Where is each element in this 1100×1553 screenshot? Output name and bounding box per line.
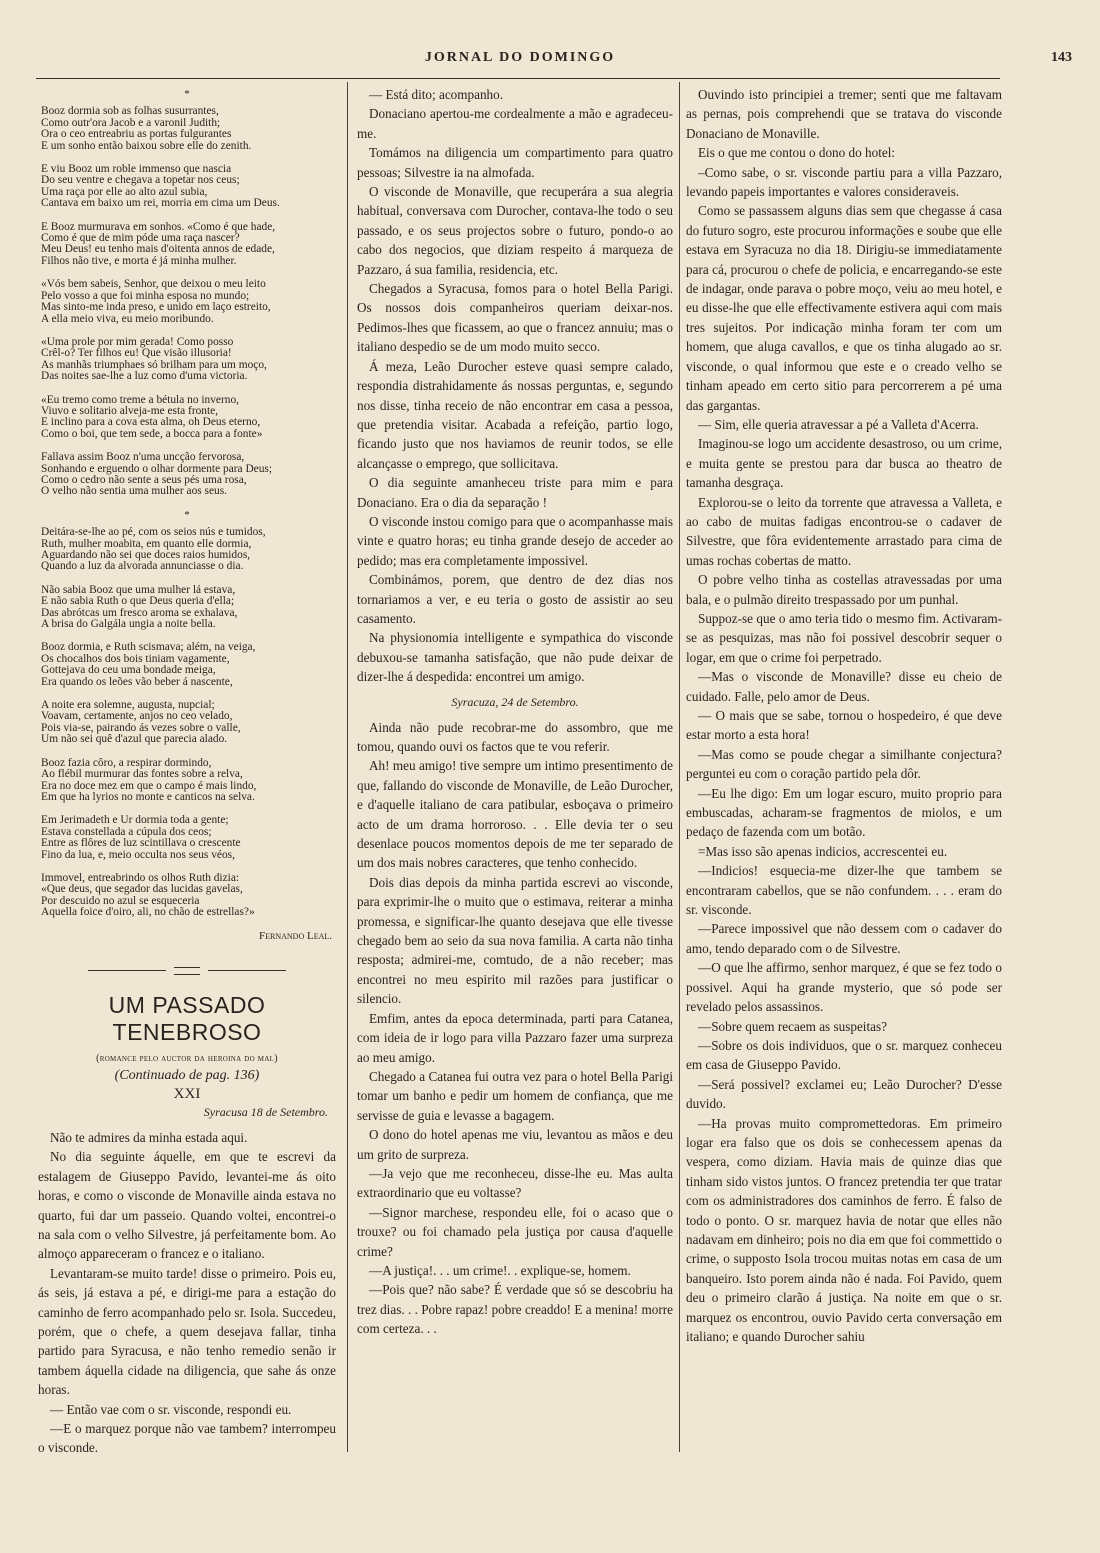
continued-note: (Continuado de pag. 136) [114, 1067, 260, 1083]
chapter-number: XXI [173, 1085, 201, 1102]
paragraph: O visconde instou comigo para que o acompanhasse mais vinte e quatro horas; eu tinha grande desejo de acceder ao pedido; mas era completamente impossivel. [357, 513, 673, 568]
poem-stanza [41, 642, 336, 688]
column-1 [38, 85, 336, 1513]
paragraph: —Parece impossivel que não dessem com o cadaver do amo, tendo deparado com o de Silvestre. [686, 921, 1002, 956]
poem-line: Aguardando não sei que doces raios humidos, [41, 549, 251, 561]
paragraph: Suppoz-se que o amo teria tido o mesmo fim. Activaram-se as pesquizas, mas não foi possivel descobrir sequer o logar, em que o crime foi perpetrado. [686, 610, 1002, 665]
paragraph: —Signor marchese, respondeu elle, foi o acaso que o trouxe? ou foi chamado pela justiça por causa d'aquelle crime? [357, 1204, 673, 1259]
poem-line: Ao flébil murmurar das fontes sobre a relva, [41, 768, 243, 781]
poem-line: Sonhando e erguendo o olhar dormente para Deus; [41, 462, 273, 475]
poem-line: Entre as flôres de luz scintillava o crescente [41, 837, 241, 850]
poem-line: Gottejava do ceu uma bondade meiga, [41, 664, 216, 677]
poem-line: Filhos não tive, e morta é já minha mulher. [41, 254, 237, 267]
page-number: 143 [1051, 50, 1072, 65]
column-rule [347, 82, 348, 1452]
poem-line: Fallava assim Booz n'uma uncção fervorosa, [41, 451, 245, 464]
paragraph: — Está dito; acompanho. [369, 87, 504, 102]
poem-stanza [41, 758, 336, 804]
paragraph: Não te admires da minha estada aqui. [50, 1129, 248, 1145]
poem-line: Booz dormia sob as folhas susurrantes, [41, 105, 219, 118]
poem-line: Immovel, entreabrindo os olhos Ruth dizia: [41, 871, 240, 884]
poem-line: Deitára-se-lhe ao pé, com os seios nús e tumidos, [41, 526, 266, 539]
poem-line: A brisa do Galgála ungia a noite bella. [41, 618, 216, 631]
column-3 [686, 85, 1002, 1513]
paragraph: —Eu lhe digo: Em um logar escuro, muito proprio para embuscadas, acharam-se fragmentos de miolos, e um pedaço de fazenda com um botão. [686, 785, 1002, 840]
page-header [40, 50, 1072, 70]
paragraph: —Sobre quem recaem as suspeitas? [698, 1018, 887, 1034]
poem-stanza [41, 279, 336, 325]
poem-line: Estava constellada a cúpula dos ceos; [41, 825, 212, 838]
paragraph: —Pois que? não sabe? É verdade que só se descobriu ha trez dias. . . Pobre rapaz! pobre creaddo! E a menina! morre com certeza. . . [357, 1282, 673, 1337]
poem-line: E viu Booz um roble immenso que nascia [41, 163, 232, 176]
poem-line: «Vós bem sabeis, Senhor, que deixou o meu leito [41, 278, 266, 291]
poem-line: Do seu ventre e chegava a topetar nos ceus; [41, 174, 240, 187]
paragraph: Dois dias depois da minha partida escrevi ao visconde, para exprimir-lhe o muito que o estimava, reiterar a minha promessa, e significar-lhe quanto desejava que elle tivesse chegado bem ao seio da sua nova familia. A carta não tinha resposta; admirei-me, comtudo, de a não receber; mas encontrei no meu espirito mil razões para justificar o silencio. [357, 874, 673, 1007]
poem-line: E não sabia Ruth o que Deus queria d'ella; [41, 595, 235, 608]
paragraph: —Ha provas muito compromettedoras. Em primeiro logar era falso que os dois se conhecessem apenas da vespera, como diziam. Havia mais de quinze dias que tinham sido vistos juntos. O francez pretendia ter que tratar com os administradores dos caminhos de ferro. É falso de todo o ponto. O sr. marquez havia de notar que elles não nadavam em dinheiro; pois no dia em que foi commettido o crime, o supposto Isola trocou muitas notas em casa de um banqueiro. Isto porem ainda não é nada. Foi Pavido, quem deu o primeiro clarão á justiça. Na noite em que o sr. marquez os encontrou, ouvio Pavido certa conversação em italiano; e quando Durocher sahiu [686, 1115, 1002, 1344]
poem-stanza [41, 106, 336, 152]
story-text [357, 718, 673, 1339]
paragraph: —Sobre os dois individuos, que o sr. marquez conheceu em casa de Giuseppo Pavido. [686, 1037, 1002, 1073]
poem-line: «Que deus, que segador das lucidas gavelas, [41, 883, 243, 896]
paragraph: Explorou-se o leito da torrente que atravessa a Valleta, e ao cabo de muitas fadigas encontrou-se o cadaver de Silvestre, que fôra evidentemente arrastado para cima de umas rochas cobertas de matto. [686, 494, 1002, 568]
poem-line: Ruth, mulher moabita, em quanto elle dormia, [41, 537, 252, 550]
poem-line: «Eu tremo como treme a bétula no inverno, [41, 393, 240, 406]
poem-line: Das noites sae-lhe a luz como d'uma victoria. [41, 370, 248, 383]
paragraph: Como se passassem alguns dias sem que chegasse á casa do futuro sogro, este procurou informações e soube que elle estava em Syracuza no dia 18. Dirigiu-se immediatamente para cá, procurou o chefe de policia, e encarregando-se este de indagar, onde parava o pobre moço, veiu ao meu hotel, e eu disse-lhe que elle effectivamente estivera aqui com mais tres sujeitos. Por indicação minha foram ter com um homem, que aluga cavallos, e que os tinha alugado ao sr. visconde, o qual informou que este e o creado velho se tinham apeado em certo sitio para percorrerem a pé uma das gargantas. [686, 203, 1002, 413]
paragraph: —Indicios! esquecia-me dizer-lhe que tambem se encontraram cabellos, que se não confundem. . . . eram do sr. visconde. [686, 863, 1002, 918]
paragraph: Combinámos, porem, que dentro de dez dias nos tornariamos a ver, e eu teria o gosto de assistir ao seu casamento. [357, 572, 673, 626]
poem-line: Quando a luz da alvorada annunciasse o dia. [41, 560, 244, 573]
paragraph: No dia seguinte áquelle, em que te escrevi da estalagem de Giuseppo Pavido, levantei-me ás oito horas, e como o visconde de Monaville ainda estava no quarto, fui dar um passeio. Quando voltei, encontrei-o na sala com o velho Silvestre, já perfeitamente bom. Ao almoço appareceram o francez e o italiano. [38, 1149, 336, 1262]
poem-line: «Uma prole por mim gerada! Como posso [41, 335, 234, 348]
paragraph: Ah! meu amigo! tive sempre um intimo presentimento de que, fallando do visconde de Monaville, de Leão Durocher, e d'aquelle italiano de cara patibular, esboçava o primeiro acto de um drama horroroso. . . Elle devia ter o seu desenlace poucos momentos depois de me ter separado de um dos mais nobres caracteres, que tenho conhecido. [357, 758, 673, 871]
paragraph: Tomámos na diligencia um compartimento para quatro pessoas; Silvestre ia na almofada. [357, 145, 673, 180]
poem-line: Em que ha lyrios no monte e canticos na selva. [41, 790, 255, 803]
poem-stanza [41, 337, 336, 383]
poem-line: Voavam, certamente, anjos no ceo velado, [41, 710, 233, 723]
paragraph: Á meza, Leão Durocher esteve quasi sempre calado, respondia distrahidamente ás nossas perguntas, e, segundo nos disse, tinha receio de não encontrar em casa a pessoa, que pretendia visitar. Acabada a refeição, partio logo, ficando justo que nos haviamos de reunir todos, se elle alcançasse o emprego, que sollicitava. [357, 358, 673, 471]
paragraph: O visconde de Monaville, que recuperára a sua alegria habitual, conversava com Durocher, contava-lhe todo o seu passado, e os seus projectos sobre o futuro, pondo-o ao cabo dos negocios, que diziam respeito á marqueza de Pazzaro, á sua familia, residencia, etc. [357, 184, 673, 277]
poem-stanza [41, 452, 336, 498]
paragraph: O pobre velho tinha as costellas atravessadas por uma bala, e o pulmão direito trespassado por um punhal. [686, 572, 1002, 607]
poem-line: Uma raça por elle ao alto azul subia, [41, 185, 208, 198]
poem-stanza [41, 700, 336, 746]
column-rule [679, 82, 680, 1452]
paragraph: –Como sabe, o sr. visconde partiu para a villa Pazzaro, levando papeis importantes e valores consideraveis. [686, 164, 1002, 200]
paragraph: —A justiça!. . . um crime!. . explique-se, homem. [369, 1262, 631, 1278]
poem-line: Ora o ceo entreabriu as portas fulgurantes [41, 128, 232, 141]
poem-line: Mas sinto-me inda preso, e unido em laço estreito, [41, 301, 271, 314]
poem-line: Aquella foice d'oiro, ali, no chão de estrellas?» [41, 906, 255, 919]
poem-stanza [41, 164, 336, 210]
poem-line: Era no doce mez em que o campo é mais lindo, [41, 779, 257, 792]
story-text [357, 85, 673, 687]
paragraph: Chegados a Syracusa, fomos para o hotel Bella Parigi. Os nossos dois companheiros queriam deixar-nos. Pedimos-lhes que ficassem, ao que o francez annuiu; mas o italiano despedio se de um modo muito secco. [357, 281, 673, 355]
dateline: Syracuza, 24 de Setembro. [451, 694, 579, 709]
paragraph: Donaciano apertou-me cordealmente a mão e agradeceu-me. [357, 106, 673, 141]
paragraph: O dono do hotel apenas me viu, levantou as mãos e deu um grito de surpreza. [357, 1127, 673, 1162]
paragraph: Na physionomia intelligente e sympathica do visconde debuxou-se tamanha satisfação, que não pude deixar de dizer-lhe á despedida: encontrei um amigo. [357, 630, 673, 685]
story-title: UM PASSADO TENEBROSO [108, 991, 266, 1045]
poem-line: Como o boi, que tem sede, a bocca para a fonte» [41, 427, 263, 440]
poem-line: Crêl-o? Ter filhos eu! Que visão illusoria! [41, 347, 232, 360]
poem-stanza [41, 873, 336, 919]
paragraph: —Mas como se poude chegar a similhante conjectura? perguntei eu com o coração partido pela dôr. [686, 746, 1002, 782]
paragraph: Ouvindo isto principiei a tremer; senti que me faltavam as pernas, pois comprehendi que se tratava do visconde Donaciano de Monaville. [686, 87, 1002, 141]
paragraph: Ainda não pude recobrar-me do assombro, que me tomou, quando ouvi os factos que te vou referir. [357, 719, 673, 754]
poem-line: Como outr'ora Jacob e a varonil Judith; [41, 116, 221, 129]
poem-line: E Booz murmurava em sonhos. «Como é que hade, [41, 220, 276, 233]
poem-line: Pois via-se, pairando ás vezes sobre o valle, [41, 721, 241, 734]
poem-line: Pelo vosso a que foi minha esposa no mundo; [41, 289, 250, 302]
poem-line: Meu Deus! eu tenho mais d'oitenta annos de edade, [41, 243, 275, 256]
paragraph: —E o marquez porque não vae tambem? interrompeu o visconde. [38, 1421, 336, 1456]
poem-line: Os chocalhos dos bois tiniam vagamente, [41, 652, 230, 665]
poem-line: Como é que de mim póde uma raça nascer? [41, 232, 240, 245]
header-rule [36, 78, 1000, 79]
poem-stanza [41, 585, 336, 631]
poem-part-2 [38, 527, 336, 918]
paragraph: — Então vae com o sr. visconde, respondi eu. [50, 1401, 292, 1417]
section-star: * [184, 508, 190, 521]
paragraph: Chegado a Catanea fui outra vez para o hotel Bella Parigi tomar um banho e pedir um homem de confiança, que me servisse de guia e levasse a bagagem. [357, 1068, 673, 1123]
poem-line: A ella meio viva, eu meio moribundo. [41, 312, 214, 325]
poem-line: Um não sei quê d'azul que parecia alado. [41, 733, 228, 746]
poem-line: Das abrótcas um fresco aroma se exhalava, [41, 606, 238, 619]
poem-line: Não sabia Booz que uma mulher lá estava, [41, 583, 236, 596]
poem-line: E inclino para a cova esta alma, oh Deus eterno, [41, 416, 261, 429]
paragraph: Eis o que me contou o dono do hotel: [698, 145, 896, 161]
poem-line: O velho não sentia uma mulher aos seus. [41, 485, 228, 498]
poem-signature: Fernando Leal. [259, 929, 332, 942]
paragraph: Levantaram-se muito tarde! disse o primeiro. Pois eu, ás seis, já estava a pé, e dirigi-me para a estação do caminho de ferro acompanhado pelo sr. Isola. Succedeu, porém, que o chefe, a quem desejava fallar, tinha partido para Syracusa, e não tenho remedio senão ir tambem áquella cidade na diligencia, que sahe ás onze horas. [38, 1265, 336, 1398]
story-text [686, 85, 1002, 1346]
poem-stanza [41, 815, 336, 861]
paragraph: — O mais que se sabe, tornou o hospedeiro, é que deve estar morto a esta hora! [686, 708, 1002, 743]
poem-line: Booz dormia, e Ruth scismava; além, na veiga, [41, 641, 256, 654]
paragraph: —Ja vejo que me reconheceu, disse-lhe eu. Mas aulta extraordinario que eu voltasse? [357, 1165, 673, 1201]
poem-line: Em Jerimadeth e Ur dormia toda a gente; [41, 814, 229, 827]
poem-line: Cantava em baixo um rei, morria em cima um Deus. [41, 197, 280, 210]
poem-stanza [41, 527, 336, 573]
paragraph: =Mas isso são apenas indicios, accrescentei eu. [698, 843, 948, 859]
paragraph: —Mas o visconde de Monaville? disse eu cheio de cuidado. Falle, pelo amor de Deus. [686, 669, 1002, 704]
poem-line: Booz fazia côro, a respirar dormindo, [41, 756, 212, 769]
poem-line: As manhãs triumphaes só brilham para um moço, [41, 358, 267, 371]
poem-line: Como o cedro não sente a seus pés uma rosa, [41, 473, 247, 486]
poem [38, 89, 336, 942]
poem-line: Por descuido no azul se esqueceria [41, 894, 200, 907]
column-2 [357, 85, 673, 1513]
story-subtitle: (romance pelo auctor da heroina do mal) [96, 1052, 278, 1064]
poem-line: Fino da lua, e, meio occulta nos seus véos, [41, 848, 235, 861]
story-text [38, 1128, 336, 1458]
poem-line: E um sonho então baixou sobre elle do zenith. [41, 139, 252, 152]
paragraph: — Sim, elle queria atravessar a pé a Valleta d'Acerra. [698, 416, 979, 432]
paragraph: Emfim, antes da epoca determinada, parti para Catanea, com ideia de ir logo para villa Pazzaro fazer uma surpreza ao meu amigo. [357, 1010, 673, 1065]
section-star: * [184, 88, 190, 100]
poem-line: Viuvo e solitario alveja-me esta fronte, [41, 404, 219, 417]
poem-stanza [41, 222, 336, 268]
paragraph: O dia seguinte amanheceu triste para mim e para Donaciano. Era o dia da separação ! [357, 475, 673, 510]
section-divider [38, 964, 336, 978]
running-title: JORNAL DO DOMINGO [424, 50, 616, 65]
paragraph: Imaginou-se logo um accidente desastroso, ou um crime, e muita gente se prestou para dar busca ao theatro de tamanha desgraça. [686, 436, 1002, 491]
paragraph: —O que lhe affirmo, senhor marquez, é que se fez todo o possivel. Aqui ha grande mysterio, que só pode ser revelado pelos assassinos. [686, 960, 1002, 1015]
poem-stanza [41, 395, 336, 441]
dateline: Syracusa 18 de Setembro. [203, 1104, 328, 1119]
poem-line: A noite era solemne, augusta, nupcial; [41, 699, 215, 712]
poem-part-1 [38, 106, 336, 497]
paragraph: —Será possivel? exclamei eu; Leão Durocher? D'esse duvido. [686, 1076, 1002, 1112]
poem-line: Era quando os leões vão beber á nascente, [41, 675, 233, 688]
